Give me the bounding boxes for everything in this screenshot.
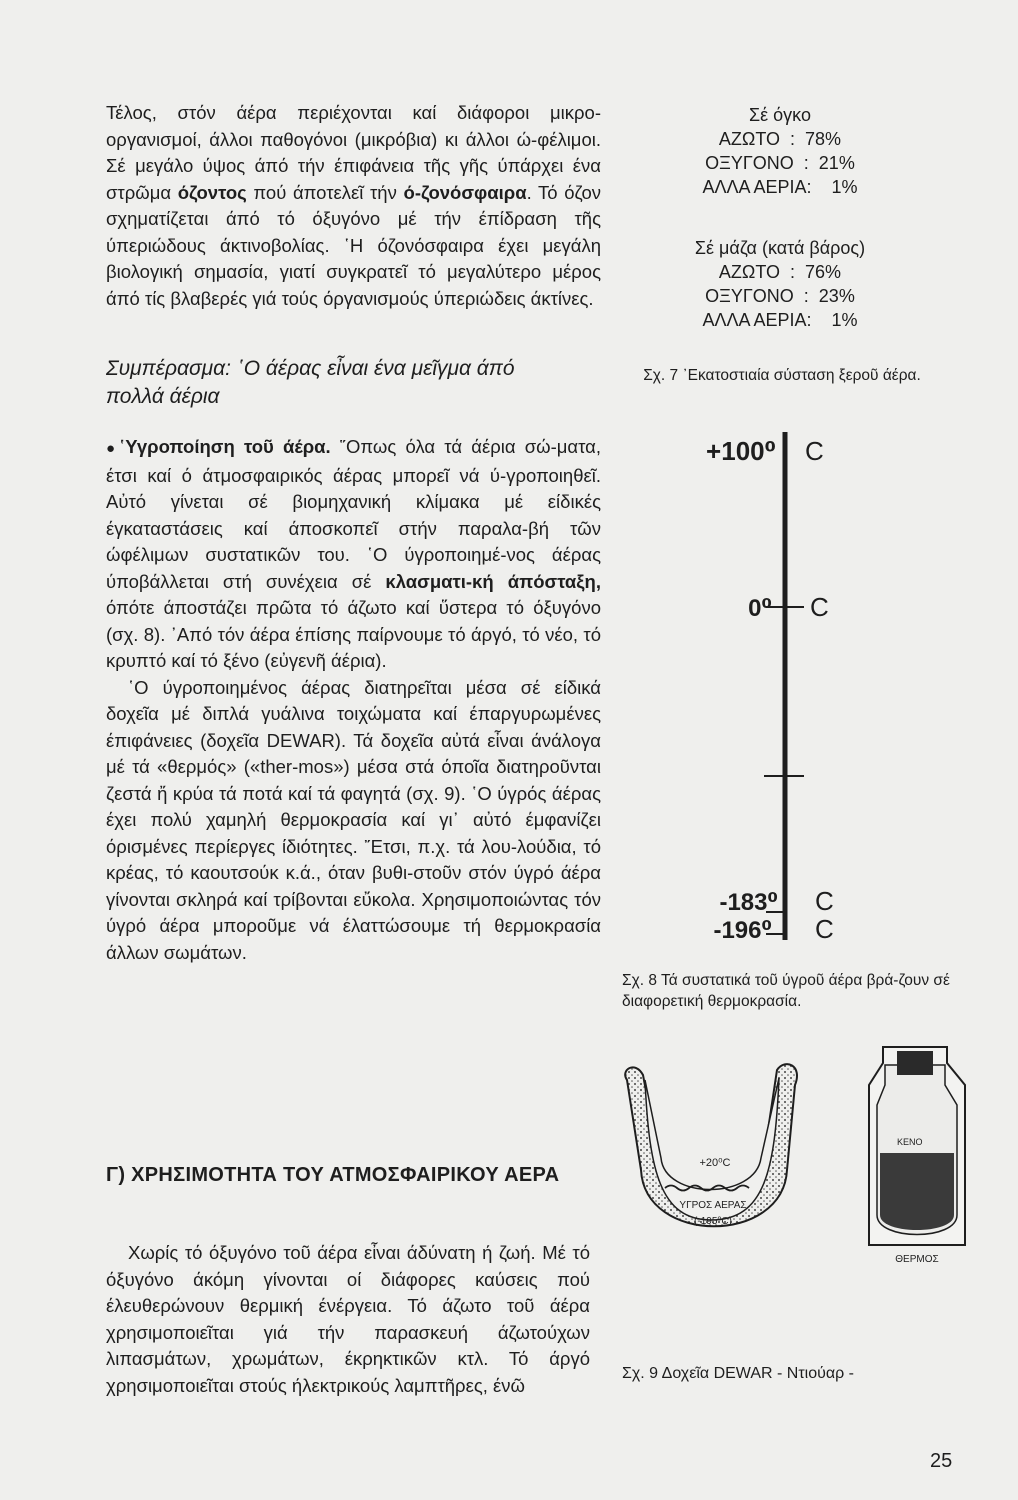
thermos-diagram [855, 1045, 980, 1265]
figure-9-caption: Σχ. 9 Δοχεῖα DEWAR - Ντιούαρ - [622, 1365, 854, 1382]
composition-by-volume [640, 103, 920, 199]
mass-row: ΑΛΛΑ ΑΕΡΙΑ: 1% [702, 310, 858, 330]
label-minus-183: -183⁰ [719, 889, 778, 916]
unit-196: C [815, 914, 834, 944]
liquefaction-section: ●῾Υγροποίηση τοῦ άέρα. ῞Οπως όλα τά άέρια σώ-ματα, έτσι καί ό άτμοσφαιρικός άέρας μπορεῖ νά ύ-γροποιηθεῖ. Αὐτό γίνεται σέ βιομηχανική κλίμακα μέ είδικές έγκαταστάσεις καί άποσκοπεῖ στήν παραλα-βή τῶν ώφέλιμων συστατικῶν του. ῾Ο ύγροποιημέ-νος άέρας ύποβάλλεται στή συνέχεια σέ κλασματι-κή άπόσταξη, όπότε άποστάζει πρῶτα τό άζωτο καί ὕστερα τό όξυγόνο (σχ. 8). ᾽Από τόν άέρα έπίσης παίρνουμε τό άργό, τό νέο, τό κρυπτό καί τό ξένο (εὐγενῆ άέρια). ῾Ο ύγροποιημένος άέρας διατηρεῖται μέσα σέ είδικά δοχεῖα μέ διπλά γυάλινα τοιχώματα καί έπαργυρωμένες έπιφάνειες (δοχεῖα DEWAR). Τά δοχεῖα αὐτά εἶναι άνάλογα μέ τά «θερμός» («ther-mos») μέσα στά όποῖα διατηροῦνται ζεστά ἤ κρύα τά ποτά καί τά φαγητά (σχ. 9). ῾Ο ύγρός άέρας έχει πολύ χαμηλή θερμοκρασία καί γι᾽ αὐτό έμφανίζει όρισμένες περίεργες ίδιότητες. ῎Ετσι, π.χ. τά λου-λούδια, τό κρέας, τό καουτσούκ κ.ά., όταν βυθι-στοῦν στόν ύγρό άέρα γίνονται σκληρά καί τρίβονται εὔκολα. Χρησιμοποιώντας τόν ύγρό άέρα μποροῦμε νά έλαττώσουμε τή θερμοκρασία άλλων σωμάτων. [106, 434, 601, 966]
thermometer-diagram [660, 420, 880, 960]
label-0: 0⁰ [748, 595, 772, 622]
bullet: ● [106, 440, 120, 457]
conclusion: Συμπέρασμα: ῾Ο άέρας εἶναι ένα μεῖγμα άπό πολλά άέρια [106, 357, 515, 408]
figure-7-caption: Σχ. 7 ᾽Εκατοστιαία σύσταση ξεροῦ άέρα. [643, 367, 921, 384]
dewar-paragraph: ῾Ο ύγροποιημένος άέρας διατηρεῖται μέσα σέ είδικά δοχεῖα μέ διπλά γυάλινα τοιχώματα καί έπαργυρωμένες έπιφάνειες (δοχεῖα DEWAR). Τά δοχεῖα αὐτά εἶναι άνάλογα μέ τά «θερμός» («ther-mos») μέσα στά όποῖα διατηροῦνται ζεστά ἤ κρύα τά ποτά καί τά φαγητά (σχ. 9). ῾Ο ύγρός άέρας έχει πολύ χαμηλή θερμοκρασία καί γι᾽ αὐτό έμφανίζει όρισμένες περίεργες ίδιότητες. ῎Ετσι, π.χ. τά λου-λούδια, τό κρέας, τό καουτσούκ κ.ά., όταν βυθι-στοῦν στόν ύγρό άέρα γίνονται σκληρά καί τρίβονται εὔκολα. Χρησιμοποιώντας τόν ύγρό άέρα μποροῦμε νά έλαττώσουμε τή θερμοκρασία άλλων σωμάτων. [106, 676, 601, 963]
mass-row: ΑΖΩΤΟ : 76% [718, 262, 842, 282]
section-paragraph: Χωρίς τό όξυγόνο τοῦ άέρα εἶναι άδύνατη ή ζωή. Μέ τό όξυγόνο άκόμη γίνονται οί διάφορες καύσεις πού έλευθερώνουν θερμική ένέργεια. Τό άζωτο τοῦ άέρα χρησιμοποιεῖται γιά τήν παρασκευή άζωτούχων λιπασμάτων, χρωμάτων, έκρηκτικῶν κτλ. Τό άργό χρησιμοποιεῖται στούς ήλεκτρικούς λαμπτῆρες, ένῶ [106, 1242, 590, 1396]
volume-row: ΑΛΛΑ ΑΕΡΙΑ: 1% [702, 177, 858, 197]
dewar-u-tube-diagram [615, 1040, 810, 1250]
unit-0: C [810, 592, 829, 622]
liquid-air-temp: (-195⁰C) [694, 1216, 732, 1227]
figure-8-caption: Σχ. 8 Τά συστατικά τοῦ ύγροῦ άέρα βρά-ζουν σέ διαφορετική θερμοκρασία. [622, 972, 950, 1010]
intro-paragraph: Τέλος, στόν άέρα περιέχονται καί διάφοροι μικρο-οργανισμοί, άλλοι παθογόνοι (μικρόβια) κι άλλοι ώ-φέλιμοι. Σέ μεγάλο ύψος άπό τήν έπιφάνεια τῆς γῆς ύπάρχει ένα στρῶμα όζοντος πού άποτελεῖ τήν ό-ζονόσφαιρα. Τό όζον σχηματίζεται άπό τό όξυγόνο μέ τήν έπίδραση τῆς ύπεριώδους άκτινοβολίας. ῾Η όζονόσφαιρα έχει μεγάλη βιολογική σημασία, γιατί συγκρατεῖ τό μεγαλύτερο μέρος άπό τίς βλαβερές γιά τούς όργανισμούς ύπεριώδεις άκτίνες. [106, 102, 601, 309]
thermos-label: ΘΕΡΜΟΣ [895, 1254, 939, 1265]
liquefaction-title: ῾Υγροποίηση τοῦ άέρα. [119, 436, 331, 457]
section-heading: Γ) ΧΡΗΣΙΜΟΤΗΤΑ ΤΟΥ ΑΤΜΟΣΦΑΙΡΙΚΟΥ ΑΕΡΑ [106, 1164, 560, 1186]
mass-row: ΟΞΥΓΟΝΟ : 23% [705, 286, 855, 306]
fractional-distillation-term: κλασματι-κή άπόσταξη, [385, 570, 601, 592]
liquid-air-label: ΥΓΡΟΣ ΑΕΡΑΣ [679, 1200, 747, 1211]
ozone-term: όζοντος [177, 181, 247, 203]
unit-183: C [815, 886, 834, 916]
vacuum-label: ΚΕΝΟ [897, 1137, 923, 1147]
by-volume-title: Σέ όγκο [749, 105, 811, 125]
page-number: 25 [930, 1450, 953, 1472]
volume-row: ΟΞΥΓΟΝΟ : 21% [705, 153, 855, 173]
label-minus-196: -196⁰ [713, 917, 772, 944]
composition-by-mass [640, 236, 920, 332]
volume-row: ΑΖΩΤΟ : 78% [718, 129, 842, 149]
dewar-temp-label: +20⁰C [699, 1157, 731, 1169]
by-mass-title: Σέ μάζα (κατά βάρος) [694, 238, 866, 258]
label-plus-100: +100⁰ [706, 436, 776, 466]
thermos-stopper [897, 1051, 933, 1075]
thermos-liquid [880, 1153, 954, 1230]
ozonosphere-term: ό-ζονόσφαιρα [403, 181, 527, 203]
unit-100: C [805, 436, 824, 466]
